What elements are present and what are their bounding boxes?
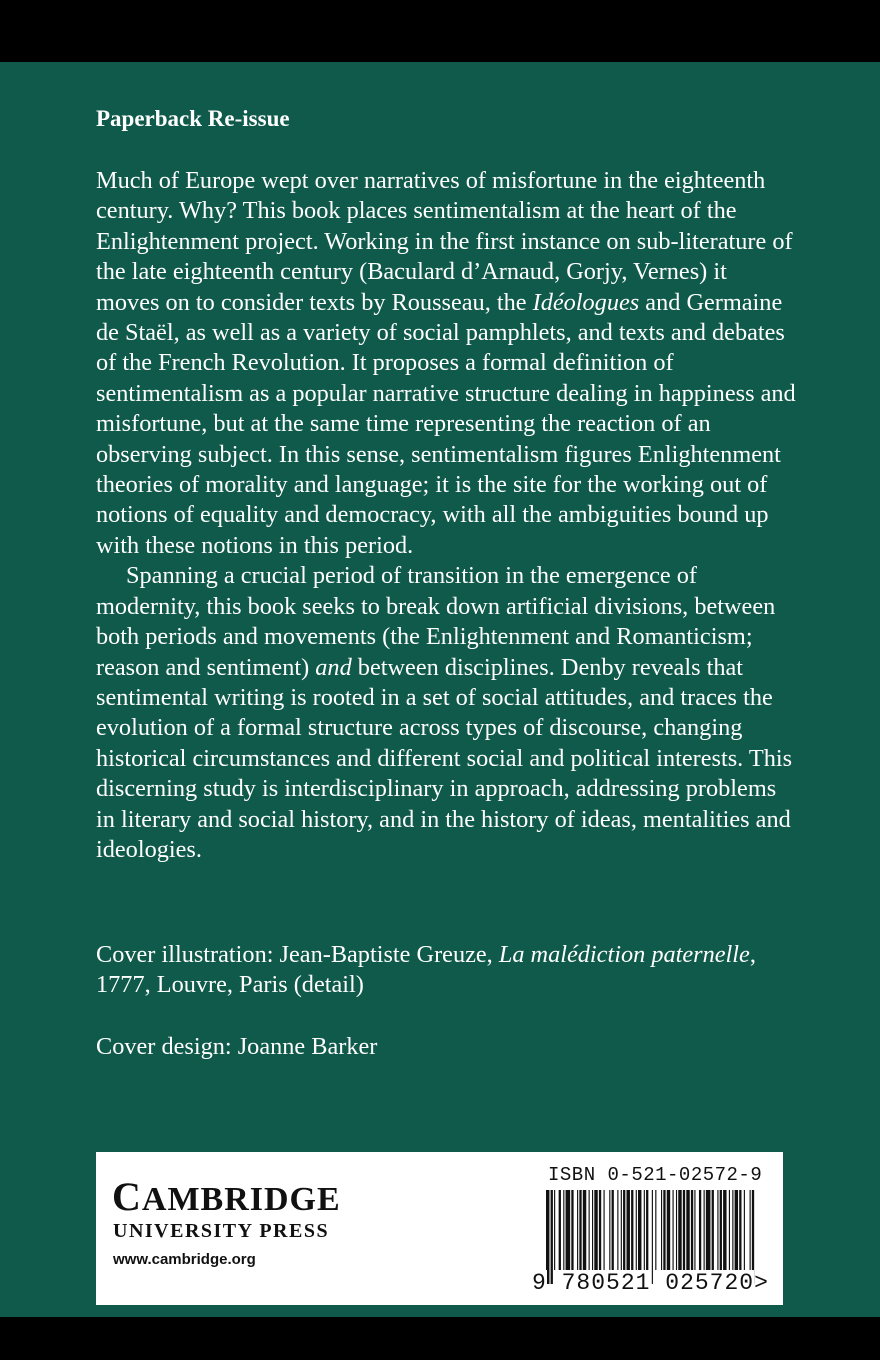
barcode-bar <box>678 1190 681 1270</box>
barcode-bar <box>729 1190 730 1270</box>
publisher-logo <box>112 1174 341 1219</box>
barcode-bar <box>673 1190 674 1270</box>
publisher-panel <box>96 1152 783 1305</box>
barcode-bar <box>559 1190 561 1270</box>
publisher-subtitle: UNIVERSITY PRESS <box>113 1220 330 1242</box>
barcode-bar <box>571 1190 573 1270</box>
publisher-url: www.cambridge.org <box>113 1251 256 1268</box>
barcode-bar <box>583 1190 586 1270</box>
barcode-bar <box>631 1190 633 1270</box>
barcode-bar <box>589 1190 590 1270</box>
barcode-bar <box>739 1190 741 1270</box>
barcode-bar <box>704 1190 705 1270</box>
barcode-bar <box>683 1190 685 1270</box>
blurb-text: and Germaine de Staël, as well as a variety of social pamphlets, and texts and debates of the French Revolution. It proposes a formal definition of sentimentalism as a popular narrative structure dealing in happiness and misfortune, but at the same time representing the reaction of an observing subject. In this sense, sentimentalism figures Enlightenment theories of morality and language; it is the site for the working out of notions of equality and democracy, with all the ambiguities bound up with these notions in this period. <box>96 288 796 559</box>
barcode-bar <box>686 1190 689 1270</box>
barcode-bar <box>592 1190 593 1270</box>
barcode-bar <box>663 1190 665 1270</box>
barcode-bar <box>717 1190 718 1270</box>
barcode-bar <box>627 1190 630 1270</box>
barcode-bar <box>594 1190 597 1270</box>
blurb-paragraph-1 <box>96 166 796 561</box>
blurb-text: between disciplines. Denby reveals that sentimental writing is rooted in a set of social attitudes, and traces the evolution of a formal structure across types of discourse, changing historical circumstances and different social and political interests. This discerning study is interdisciplinary in approach, addressing problems in literary and social history, and in the history of ideas, mentalities and ideologies. <box>96 653 793 863</box>
barcode-bar <box>735 1190 738 1270</box>
cover-design-credit: Cover design: Joanne Barker <box>96 1033 378 1060</box>
credit-text: 1777, Louvre, Paris (detail) <box>96 971 364 999</box>
barcode-bar <box>655 1190 656 1270</box>
barcode-bar <box>732 1190 733 1270</box>
barcode-bar <box>638 1190 641 1270</box>
blurb-paragraph-2 <box>96 561 796 865</box>
barcode-bar <box>563 1190 564 1270</box>
edition-heading: Paperback Re-issue <box>96 106 290 131</box>
barcode-bar <box>712 1190 714 1270</box>
credit-text: Cover illustration: Jean-Baptiste Greuze, <box>96 941 499 968</box>
barcode-bar <box>744 1190 745 1270</box>
barcode-bar <box>579 1190 581 1270</box>
credit-text: , <box>749 941 756 968</box>
publisher-initial: C <box>112 1174 142 1219</box>
barcode-bar <box>617 1190 618 1270</box>
barcode-bar <box>720 1190 722 1270</box>
blurb-text: Much of Europe wept over narratives of misfortune in the eighteenth century. Why? This book places sentimentalism at the heart of the Enlightenment project. Working in the first instance on sub-literature of the late eighteenth century (Baculard d’Arnaud, Gorjy, Vernes) it moves on to consider texts by Rousseau, the <box>96 167 793 316</box>
barcode-bar <box>623 1190 625 1270</box>
barcode-bar <box>612 1190 614 1270</box>
barcode-bar <box>599 1190 601 1270</box>
barcode-bar <box>609 1190 610 1270</box>
blurb-italic: and <box>315 653 352 681</box>
blurb <box>96 166 796 865</box>
barcode-bar <box>706 1190 711 1270</box>
barcode-bar <box>566 1190 571 1270</box>
isbn-label: ISBN 0-521-02572-9 <box>548 1164 763 1186</box>
barcode-bar <box>699 1190 701 1270</box>
ean-left-digits: 780521 <box>561 1270 651 1296</box>
blurb-text: Spanning a crucial period of transition in the emergence of modernity, this book seeks to break down artificial divisions, between both periods and movements (the Enlightenment and Romanticism; reason and sentiment) <box>96 562 776 681</box>
barcode-bar <box>723 1190 726 1270</box>
barcode-bar <box>661 1190 662 1270</box>
barcode-bar <box>577 1190 578 1270</box>
barcode-bar <box>554 1190 555 1270</box>
ean-lead-digit: 9 <box>532 1270 547 1296</box>
ean-digits <box>532 1270 769 1296</box>
barcode-bar <box>621 1190 622 1270</box>
barcode-bar <box>676 1190 677 1270</box>
cover-illustration-credit <box>96 940 816 1001</box>
barcode-bar <box>691 1190 693 1270</box>
ean-arrow: > <box>754 1270 769 1296</box>
publisher-name: AMBRIDGE <box>141 1181 341 1218</box>
ean-right-digits: 025720 <box>665 1270 755 1296</box>
barcode-bar <box>644 1190 645 1270</box>
back-cover <box>0 62 880 1317</box>
barcode-bar <box>636 1190 637 1270</box>
blurb-italic: Idéologues <box>532 288 640 316</box>
barcode-bar <box>604 1190 605 1270</box>
artwork-title: La malédiction paternelle <box>498 941 750 968</box>
barcode-bar <box>667 1190 670 1270</box>
barcode-bar <box>694 1190 695 1270</box>
